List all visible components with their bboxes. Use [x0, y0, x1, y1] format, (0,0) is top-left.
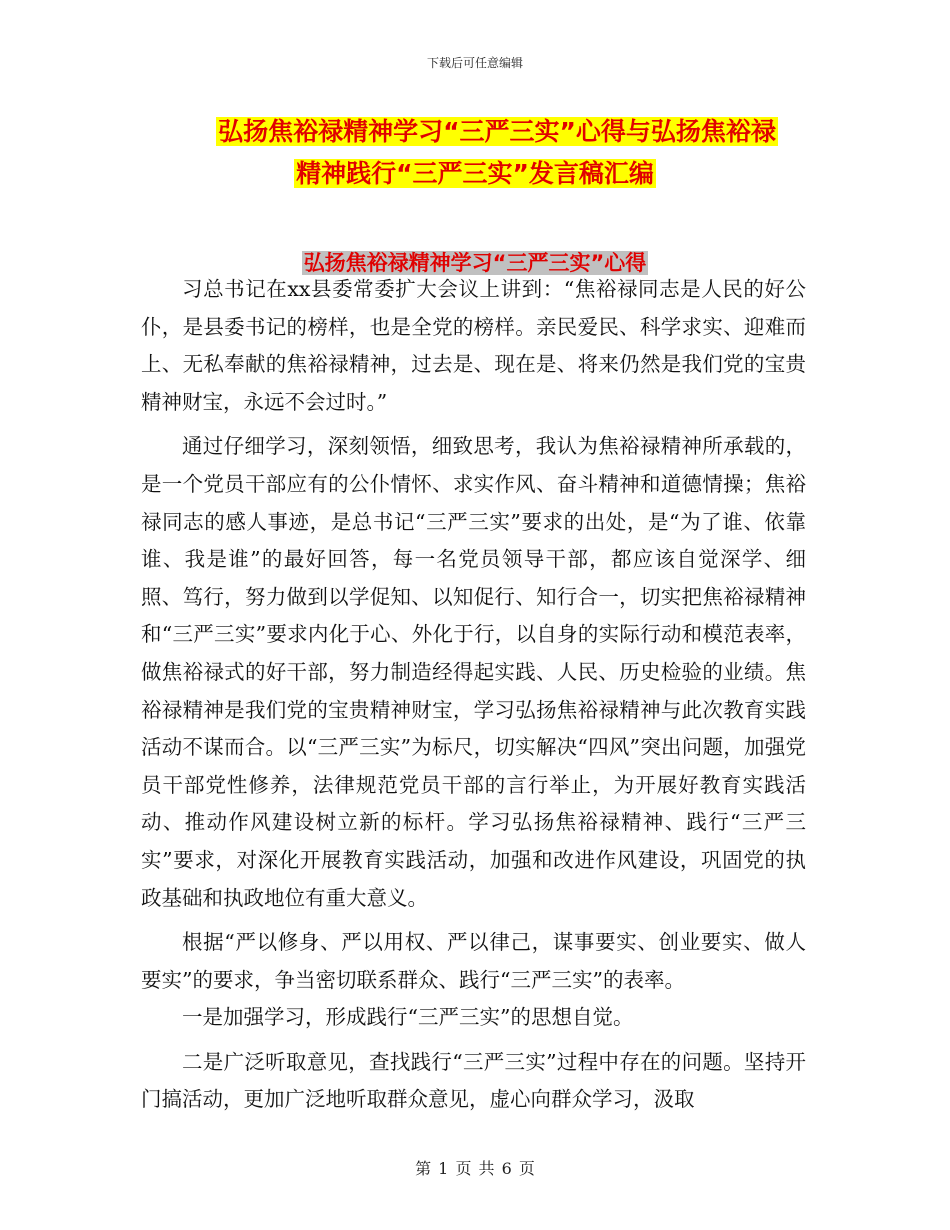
paragraph-1: 习总书记在xx县委常委扩大会议上讲到：“焦裕禄同志是人民的好公仆，是县委书记的榜样，也是全党的榜样。亲民爱民、科学求实、迎难而上、无私奉献的焦裕禄精神，过去是、现在是、将来仍然是我们党的宝贵精神财宝，永远不会过时。”: [141, 277, 806, 414]
footer-mid: 页 共: [455, 1159, 495, 1178]
paragraph-4: 一是加强学习，形成践行“三严三实”的思想自觉。: [182, 1005, 634, 1030]
title-highlight-2: 精神践行“三严三实”发言稿汇编: [296, 159, 654, 188]
section-title-text: 弘扬焦裕禄精神学习“三严三实”心得: [303, 251, 647, 275]
footer-suffix: 页: [518, 1159, 535, 1178]
paragraph-5: 二是广泛听取意见，查找践行“三严三实”过程中存在的问题。坚持开门搞活动，更加广泛地听取群众意见，虚心向群众学习，汲取: [141, 1049, 806, 1112]
document-title-line-1: [22, 114, 950, 150]
document-body: [141, 271, 806, 1119]
page-total: 6: [501, 1159, 512, 1178]
paragraph-3: 根据“严以修身、严以用权、严以律己，谋事要实、创业要实、做人要实”的要求，争当密切联系群众、践行“三严三实”的表率。: [141, 930, 806, 992]
footer-prefix: 第: [415, 1159, 432, 1178]
document-title-line-2: [0, 156, 950, 192]
page-header: 下载后可任意编辑: [426, 56, 523, 70]
page-number: 1: [438, 1159, 449, 1178]
title-highlight-1: 弘扬焦裕禄精神学习“三严三实”心得与弘扬焦裕禄: [218, 117, 776, 146]
page-footer: [0, 1156, 950, 1179]
paragraph-2: 通过仔细学习，深刻领悟，细致思考，我认为焦裕禄精神所承载的，是一个党员干部应有的公仆情怀、求实作风、奋斗精神和道德情操；焦裕禄同志的感人事迹，是总书记“三严三实”要求的出处，是“为了谁、依靠谁、我是谁”的最好回答，每一名党员领导干部，都应该自觉深学、细照、笃行，努力做到以学促知、以知促行、知行合一，切实把焦裕禄精神和“三严三实”要求内化于心、外化于行，以自身的实际行动和模范表率，做焦裕禄式的好干部，努力制造经得起实践、人民、历史检验的业绩。焦裕禄精神是我们党的宝贵精神财宝，学习弘扬焦裕禄精神与此次教育实践活动不谋而合。以“三严三实”为标尺，切实解决“四风”突出问题，加强党员干部党性修养，法律规范党员干部的言行举止，为开展好教育实践活动、推动作风建设树立新的标杆。学习弘扬焦裕禄精神、践行“三严三实”要求，对深化开展教育实践活动，加强和改进作风建设，巩固党的执政基础和执政地位有重大意义。: [141, 434, 806, 910]
